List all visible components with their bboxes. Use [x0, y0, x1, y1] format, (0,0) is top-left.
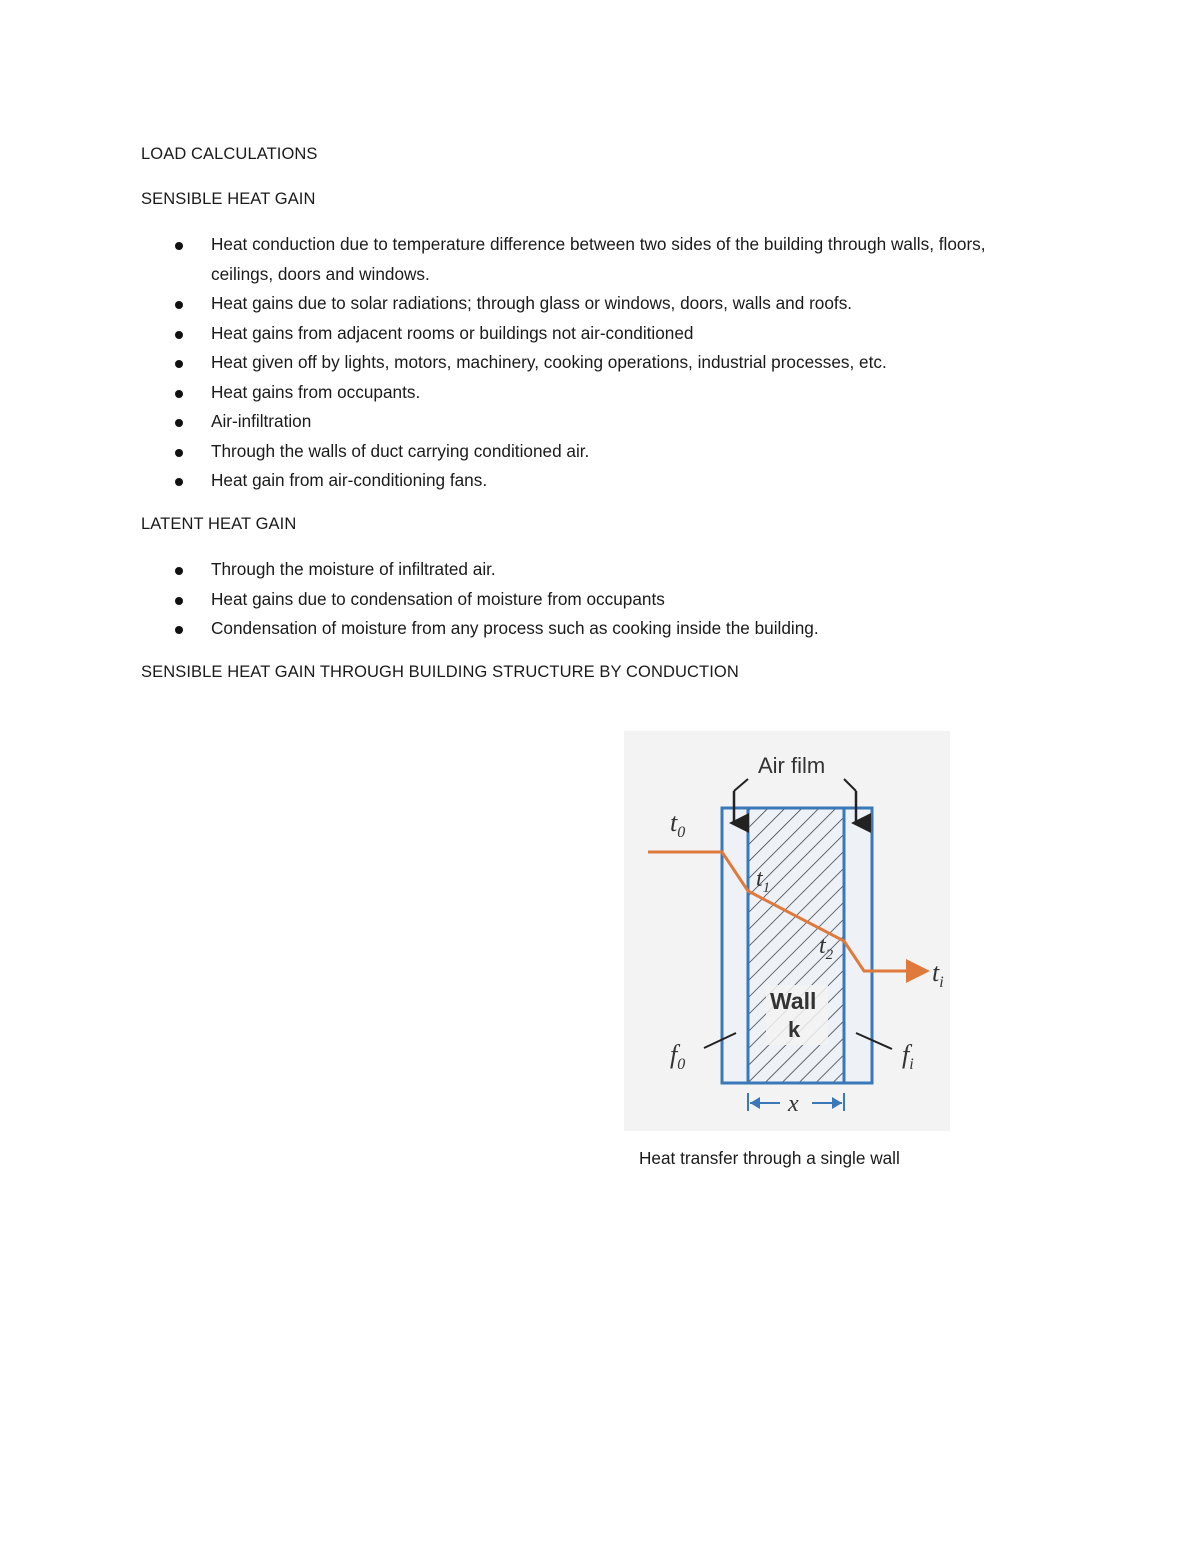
wall-heat-transfer-diagram — [624, 731, 950, 1131]
list-item: Heat gains from adjacent rooms or buildings not air-conditioned — [0, 319, 1011, 349]
section-heading-conduction: SENSIBLE HEAT GAIN THROUGH BUILDING STRUCTURE BY CONDUCTION — [141, 663, 739, 681]
conductivity-k-label: k — [788, 1017, 801, 1042]
t2-label: $t_2$ — [819, 933, 834, 963]
ti-label: $t_i$ — [932, 958, 944, 991]
bullet-icon — [175, 449, 183, 457]
x-thickness-label: x — [788, 1091, 799, 1117]
document-title: LOAD CALCULATIONS — [141, 145, 318, 163]
list-item: Through the walls of duct carrying conditioned air. — [0, 437, 1011, 467]
bullet-icon — [175, 567, 183, 575]
list-item: Heat conduction due to temperature difference between two sides of the building through walls, floors, ceilings, doors and windows. — [0, 230, 1011, 289]
f0-label: $f_0$ — [670, 1040, 686, 1073]
bullet-icon — [175, 390, 183, 398]
fi-label: $f_i$ — [902, 1040, 914, 1073]
sensible-heat-gain-list — [0, 230, 1200, 496]
list-item: Heat gains due to solar radiations; through glass or windows, doors, walls and roofs. — [0, 289, 1011, 319]
bullet-icon — [175, 597, 183, 605]
bullet-icon — [175, 301, 183, 309]
list-item: Air-infiltration — [0, 407, 1011, 437]
list-item: Heat gain from air-conditioning fans. — [0, 466, 1011, 496]
bullet-icon — [175, 331, 183, 339]
bullet-icon — [175, 478, 183, 486]
bullet-icon — [175, 419, 183, 427]
bullet-icon — [175, 360, 183, 368]
list-item: Heat gains from occupants. — [0, 378, 1011, 408]
t1-label: $t_1$ — [756, 866, 771, 896]
air-film-label: Air film — [758, 753, 826, 778]
list-item: Heat gains due to condensation of moisture from occupants — [0, 585, 1011, 615]
figure-caption: Heat transfer through a single wall — [639, 1148, 900, 1168]
bullet-icon — [175, 626, 183, 634]
list-item: Through the moisture of infiltrated air. — [0, 555, 1011, 585]
list-item: Condensation of moisture from any process such as cooking inside the building. — [0, 614, 1011, 644]
wall-label: Wall — [770, 988, 817, 1014]
t0-label: $t_0$ — [670, 808, 686, 841]
section-heading-latent-heat-gain: LATENT HEAT GAIN — [141, 515, 297, 533]
list-item: Heat given off by lights, motors, machinery, cooking operations, industrial processes, etc. — [0, 348, 1011, 378]
latent-heat-gain-list — [0, 555, 1200, 644]
section-heading-sensible-heat-gain: SENSIBLE HEAT GAIN — [141, 190, 316, 208]
bullet-icon — [175, 242, 183, 250]
